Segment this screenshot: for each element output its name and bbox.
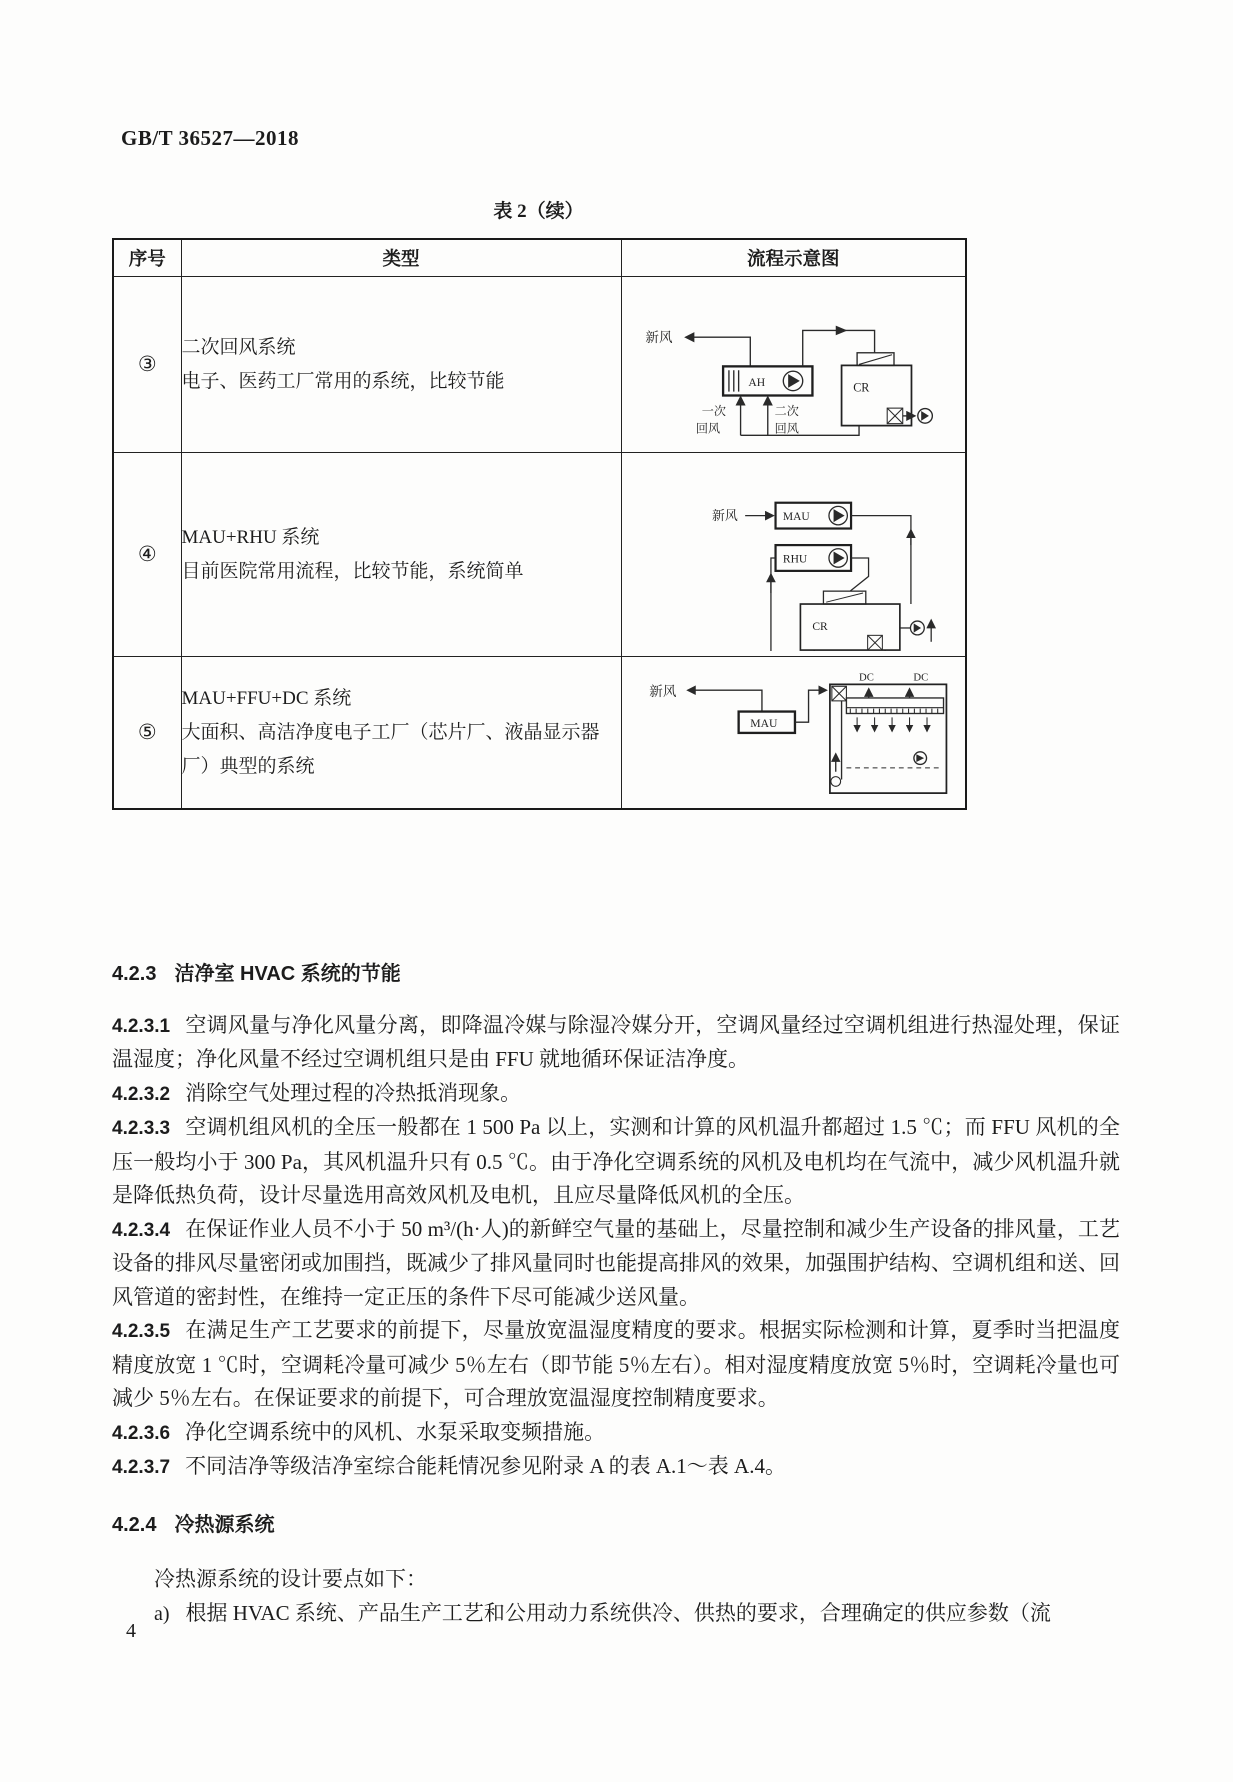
row-type-cell [181,277,621,453]
secondary-return-air-diagram [626,277,961,447]
table-row [113,453,966,657]
mau-ffu-dc-diagram [626,657,961,803]
cleanroom-label: CR [812,620,828,633]
section-heading-4-2-3 [112,958,1120,992]
clause-number: 4.2.3.6 [112,1422,171,1444]
clause-number: 4.2.3.5 [112,1321,171,1342]
column-header-diagram: 流程示意图 [621,239,966,277]
list-item-text: 根据 HVAC 系统、产品生产工艺和公用动力系统供冷、供热的要求，合理确定的供应参数（流 [185,1600,1051,1625]
clause-4-2-3-7 [112,1450,1120,1485]
fresh-air-label: 新风 [645,330,673,346]
clause-number: 4.2.3.1 [112,1015,171,1037]
system-description: 电子、医药工厂常用的系统，比较节能 [181,370,505,392]
secondary-return-label: 回风 [774,421,799,436]
page-number: 4 [126,1620,136,1642]
table-header-row [113,239,966,277]
clause-text: 净化空调系统中的风机、水泵采取变频措施。 [185,1419,606,1444]
section-title: 冷热源系统 [174,1513,275,1536]
ahu-label: AH [748,375,765,389]
clause-text: 空调机组风机的全压一般都在 1 500 Pa 以上，实测和计算的风机温升都超过 1.5 ℃；而 FFU 风机的全压一般均小于 300 Pa，其风机温升只有 0.5 ℃。由于净化空调系统的风机及电机均在气流中，减少风机温升就是降低热负荷，设计尽量选用高效风机及电机，且应尽量降低风机的全压。 [112,1115,1120,1207]
list-item-a [112,1597,1120,1632]
mau-rhu-diagram [626,453,961,651]
column-header-type: 类型 [181,239,621,277]
secondary-return-label: 二次 [774,403,799,418]
dry-coil-label: DC [858,671,874,684]
section-intro: 冷热源系统的设计要点如下： [154,1567,427,1591]
clause-number: 4.2.3.7 [112,1457,171,1478]
clause-text: 消除空气处理过程的冷热抵消现象。 [185,1080,522,1105]
row-diagram-cell [621,453,966,657]
table-row [113,657,966,810]
row-type-cell [181,657,621,810]
clause-4-2-3-2 [112,1077,1120,1112]
rhu-label: RHU [782,553,807,566]
fresh-air-label: 新风 [711,509,738,524]
system-name: MAU+FFU+DC 系统 [181,687,352,709]
standard-number: GB/T 36527—2018 [121,126,300,150]
section-number: 4.2.3 [112,963,157,985]
hvac-system-table [112,238,967,810]
clause-4-2-3-6 [112,1416,1120,1451]
mau-label: MAU [782,511,810,524]
row-index: ⑤ [113,657,181,810]
body-text [112,958,1120,1631]
column-header-index: 序号 [113,239,181,277]
section-number: 4.2.4 [112,1513,157,1536]
clause-4-2-3-1 [112,1009,1120,1077]
clause-text: 不同洁净等级洁净室综合能耗情况参见附录 A 的表 A.1～表 A.4。 [185,1454,786,1478]
system-name: 二次回风系统 [181,336,296,358]
row-index: ③ [113,277,181,453]
clause-4-2-3-5 [112,1314,1120,1416]
primary-return-label: 一次 [701,403,726,418]
system-name: MAU+RHU 系统 [181,526,320,548]
system-description: 目前医院常用流程，比较节能，系统简单 [181,560,524,582]
clause-text: 在保证作业人员不小于 50 m³/(h·人)的新鲜空气量的基础上，尽量控制和减少生产设备的排风量，工艺设备的排风尽量密闭或加围挡，既减少了排风量同时也能提高排风的效果，加强围护结构、空调机组和送、回风管道的密封性，在维持一定正压的条件下尽可能减少送风量。 [112,1216,1120,1309]
dry-coil-label: DC [913,671,928,684]
section-heading-4-2-4 [112,1509,1120,1543]
row-diagram-cell [621,277,966,453]
table-title: 表 2（续） [493,201,584,222]
table-row [113,277,966,453]
clause-number: 4.2.3.2 [112,1083,171,1105]
list-item-label: a) [154,1602,170,1625]
clause-4-2-3-3 [112,1111,1120,1213]
cleanroom-label: CR [852,380,870,395]
row-type-cell [181,453,621,657]
section-title: 洁净室 HVAC 系统的节能 [174,963,401,985]
row-index: ④ [113,453,181,657]
primary-return-label: 回风 [695,421,720,436]
clause-text: 空调风量与净化风量分离，即降温冷媒与除湿冷媒分开，空调风量经过空调机组进行热湿处理，保证温湿度；净化风量不经过空调机组只是由 FFU 就地循环保证洁净度。 [112,1012,1120,1071]
clause-number: 4.2.3.3 [112,1118,171,1139]
clause-number: 4.2.3.4 [112,1219,171,1241]
mau-label: MAU [750,717,778,731]
fresh-air-label: 新风 [649,684,677,700]
clause-4-2-3-4 [112,1213,1120,1315]
row-diagram-cell [621,657,966,810]
clause-text: 在满足生产工艺要求的前提下，尽量放宽温湿度精度的要求。根据实际检测和计算，夏季时当把温度精度放宽 1 ℃时，空调耗冷量可减少 5％左右（即节能 5％左右）。相对湿度精度放宽 5％时，空调耗冷量也可减少 5％左右。在保证要求的前提下，可合理放宽温湿度控制精度要求。 [112,1318,1120,1410]
system-description: 大面积、高洁净度电子工厂（芯片厂、液晶显示器厂）典型的系统 [181,721,600,777]
